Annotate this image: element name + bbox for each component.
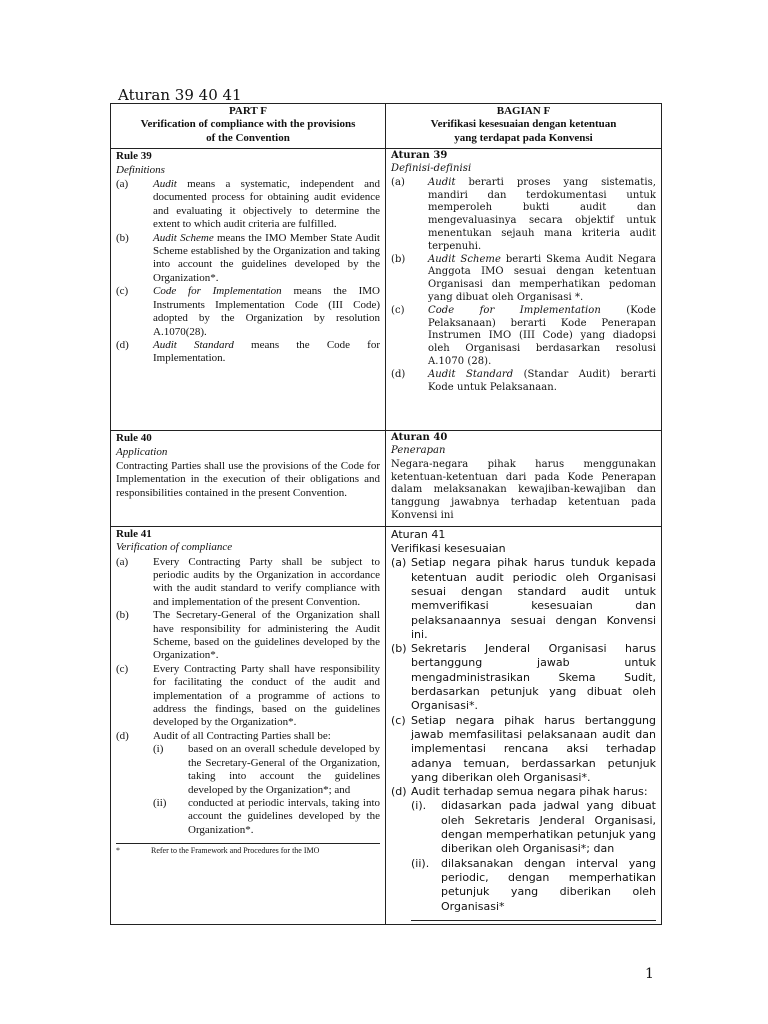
term: Code for Implementation (428, 304, 601, 316)
part-title-line2: of the Convention (206, 131, 290, 144)
sub-item: (ii) conducted at periodic intervals, taking into account the guidelines developed by the Organization*. (153, 796, 380, 836)
rule40-id-cell (386, 431, 662, 527)
list-item: (c) Code for Implementation means the IMO Instruments Implementation Code (III Code) adopted by the Organization by resolution A.1070(28). (116, 285, 380, 338)
sub-item: (ii). dilaksanakan dengan interval yang periodic, dengan memperhatikan petunjuk yang diberikan oleh Organisasi* (411, 856, 656, 913)
footnote-divider (411, 920, 656, 921)
term: Audit Standard (428, 368, 514, 380)
rule41-id-cell (386, 526, 662, 924)
list-item: (a) Setiap negara pihak harus tunduk kepada ketentuan audit periodic oleh Organisasi sesuai dengan standard audit untuk memverifikasi kesesuaian dan pelaksanaannya sesuai dengan Konvensi ini. (391, 556, 656, 641)
rules-table (110, 103, 662, 925)
rule39-subtitle: Definitions (116, 163, 165, 176)
aturan40-subtitle: Penerapan (391, 445, 446, 457)
part-title-line1: Verification of compliance with the provisions (140, 118, 356, 131)
list-item: (d) Audit of all Contracting Parties shall be: (116, 729, 331, 742)
part-label: PART F (228, 105, 267, 117)
term: Audit Standard (153, 338, 234, 351)
term: Audit Scheme (153, 231, 214, 244)
rule40-title: Rule 40 (116, 432, 152, 445)
rule39-row (111, 149, 662, 431)
list-item: (b) Audit Scheme berarti Skema Audit Negara Anggota IMO sesuai dengan ketentuan Organisasi dan memperhatikan pedoman yang dibuat oleh Organisasi *. (391, 253, 656, 303)
document-title: Aturan 39 40 41 (118, 86, 242, 104)
rule40-en-cell (111, 431, 386, 527)
list-item: (d) Audit Standard (Standar Audit) berarti Kode untuk Pelaksanaan. (391, 368, 656, 393)
rule41-row (111, 526, 662, 924)
sub-item: (i). didasarkan pada jadwal yang dibuat oleh Sekretaris Jenderal Organisasi, dengan memperhatikan petunjuk yang diberikan oleh Organisasi*; dan (411, 799, 656, 856)
rule40-row (111, 431, 662, 527)
aturan39-subtitle: Definisi-definisi (391, 163, 472, 175)
aturan40-text: Negara-negara pihak harus menggunakan ketentuan-ketentuan dari pada Kode Penerapan dalam melaksanakan kewajiban-kewajiban dan tanggung jawabnya terhadap ketentuan pada Konvensi ini (391, 458, 656, 521)
aturan41-title: Aturan 41 (391, 527, 446, 541)
list-item: (b) Audit Scheme means the IMO Member State Audit Scheme established by the Organization and taking into account the guidelines developed by the Organization*. (116, 231, 380, 284)
aturan39-title: Aturan 39 (391, 150, 448, 162)
page-number: 1 (645, 966, 654, 982)
term: Code for Implementation (153, 285, 282, 298)
rule39-title: Rule 39 (116, 150, 152, 163)
footnote-text: Refer to the Framework and Procedures for the IMO (151, 846, 320, 856)
aturan41-subtitle: Verifikasi kesesuaian (391, 542, 506, 556)
header-left (111, 104, 386, 149)
rule39-en-cell (111, 149, 386, 431)
rule40-subtitle: Application (116, 445, 168, 458)
term: Audit Scheme (428, 253, 501, 265)
footnote (116, 843, 380, 856)
list-item: (d) Audit terhadap semua negara pihak harus: (391, 785, 648, 799)
header-row (111, 104, 662, 149)
aturan40-title: Aturan 40 (391, 432, 448, 444)
term: Audit (428, 176, 456, 188)
bagian-title-line1: Verifikasi kesesuaian dengan ketentuan (430, 118, 617, 131)
rule39-id-cell (386, 149, 662, 431)
footnote-mark: * (116, 846, 120, 856)
header-right (386, 104, 662, 149)
list-item: (b) Sekretaris Jenderal Organisasi harus bertanggung jawab untuk mengadministrasikan Skema Sudit, berdasarkan petunjuk yang dibuat oleh Organisasi*. (391, 642, 656, 713)
list-item: (c) Setiap negara pihak harus bertanggung jawab memfasilitasi pelaksanaan audit dan implementasi rencana aksi terhadap adanya temuan, berdassarkan petunjuk yang diberikan oleh Organisasi*. (391, 713, 656, 784)
bagian-label: BAGIAN F (496, 105, 551, 117)
rule41-subtitle: Verification of compliance (116, 541, 233, 554)
bagian-title-line2: yang terdapat pada Konvensi (454, 131, 593, 144)
list-item: (a) Every Contracting Party shall be subject to periodic audits by the Organization in accordance with the audit standard to verify compliance with and implementation of the present Convention. (116, 555, 380, 608)
sub-item: (i) based on an overall schedule developed by the Secretary-General of the Organization, taking into account the guidelines developed by the Organization*; and (153, 743, 380, 796)
list-item: (a) Audit berarti proses yang sistematis, mandiri dan terdokumentasi untuk memperoleh bukti audit dan mengevaluasinya secara objektif untuk menentukan sejauh mana kriteria audit terpenuhi. (391, 176, 656, 252)
sublist (116, 743, 380, 837)
list-item: (d) Audit Standard means the Code for Implementation. (116, 338, 380, 365)
list-item: (c) Code for Implementation (Kode Pelaksanaan) berarti Kode Penerapan Instrumen IMO (III Code) yang diadopsi oleh Organisasi berdasarkan resolusi A.1070 (28). (391, 304, 656, 367)
list-item: (a) Audit means a systematic, independent and documented process for obtaining audit evidence and evaluating it objectively to determine the extent to which audit criteria are fulfilled. (116, 178, 380, 231)
rule40-text: Contracting Parties shall use the provisions of the Code for Implementation in the execution of their obligations and responsibilities contained in the present Convention. (116, 460, 380, 499)
rule41-title: Rule 41 (116, 527, 152, 540)
list-item: (b) The Secretary-General of the Organization shall have responsibility for administering the Audit Scheme, based on the guidelines developed by the Organization*. (116, 609, 380, 662)
rule41-en-cell (111, 526, 386, 924)
term: Audit (153, 178, 177, 191)
list-item: (c) Every Contracting Party shall have responsibility for facilitating the conduct of the audit and implementation of a programme of actions to address the findings, based on the guidelines developed by the Organization*. (116, 662, 380, 729)
